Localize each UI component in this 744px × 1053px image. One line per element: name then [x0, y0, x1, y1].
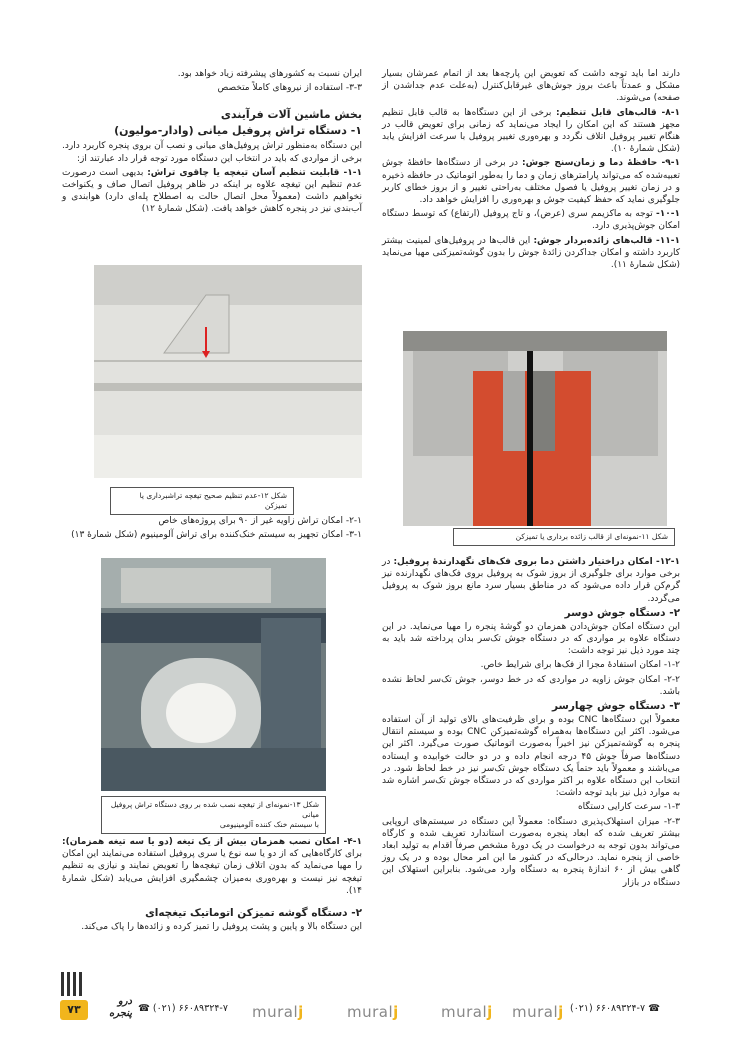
- section-heading: بخش ماشین آلات فرآیندی: [220, 108, 362, 122]
- item-text: برای کارگاه‌هایی که از دو یا سه نوع یا سری پروفیل استفاده می‌نمایند این امکان را مهیا می‌نماید که بدون اتلاف زمان تیغچه‌ها را تعویض نمایند و نیازی به تنظیم تیغچه نیز نیست و بهره‌وری به‌میزان چشمگیری افزایش می‌یابد (شکل شمارۀ ۱۴).: [62, 849, 362, 896]
- item-title: ۹-۱- حافظۀ دما و زمان‌سنج جوش:: [521, 158, 680, 169]
- section-heading: ۲- دستگاه گوشه تمیزکن اتوماتیک تیغچه‌ای: [145, 907, 362, 920]
- figure-13-caption-line1: شکل ۱۳-نمونه‌ای از تیغچه نصب شده بر روی دستگاه تراش پروفیل میانی: [110, 800, 319, 819]
- figure-11-image: [403, 331, 667, 526]
- footer-phone-left: [138, 1003, 228, 1014]
- item-text: بدیهی است درصورت عدم تنظیم این تیغچه علاوه بر اینکه در ظاهر پروفیل اتصال صاف و یکنواخت نخواهیم داشت (معمولاً محل اتصال حالت به اصطلاح پله‌ای دارد) هوابندی و آب‌بندی نیز در پنجره کاهش خواهد یافت. (شکل شمارۀ ۱۲): [62, 167, 362, 215]
- paragraph: این دستگاه بالا و پایین و پشت پروفیل را تمیز کرده و زائده‌ها را پاک می‌کند.: [81, 922, 362, 933]
- phone-text: (۰۲۱) ۶۶۰۸۹۳۲۴-۷: [570, 1003, 646, 1014]
- paragraph: [382, 208, 680, 232]
- qr-code-icon: [61, 972, 85, 996]
- figure-12-image: [94, 265, 362, 478]
- paragraph: [62, 836, 362, 897]
- paragraph: ۲-۳- میزان استهلاک‌پذیری دستگاه: معمولاً این دستگاه در سیستم‌های اروپایی بیشتر تعریف شده که ابعاد پنجره به‌صورت استاندارد تعریف شده و کارگاه می‌تواند بدون توجه به درخواست در یک دورۀ مشخص صرفاً اقدام به تولید ابعاد خاصی از پنجره نماید. درحالی‌که در کشور ما این امر محال بوده و در یک روز گاهی بیش از ۶۰ اندازۀ پنجره به دستگاه وارد می‌شود. بنابراین استهلاک این دستگاه در بازار: [382, 816, 680, 888]
- item-title: ۱۰-۱-: [656, 209, 680, 220]
- section-heading: ۲- دستگاه جوش دوسر: [564, 606, 680, 619]
- figure-13-image: [101, 558, 326, 791]
- figure-11-caption: شکل ۱۱-نمونه‌ای از قالب زائده برداری یا تمیزکن: [453, 528, 675, 546]
- page-number: ۷۳: [60, 1000, 88, 1020]
- paragraph: [382, 235, 680, 272]
- paragraph: ۱-۳- سرعت کارایی دستگاه: [577, 802, 680, 813]
- paragraph: ۳-۳- استفاده از نیروهای کاملاً متخصص: [217, 83, 362, 94]
- figure-13-caption-line2: با سیستم خنک کننده آلومینیومی: [219, 820, 319, 829]
- left-column-lower: [62, 836, 362, 935]
- figure-12-caption: شکل ۱۲-عدم تنظیم صحیح تیغچه تراشبرداری یا تمیزکن: [110, 487, 294, 515]
- item-text: توجه به ماکزیمم سری (عرض)، و تاج پروفیل (ارتفاع) که توسط دستگاه امکان جوش‌پذیری دارد.: [382, 209, 680, 232]
- right-column-lower: [382, 556, 680, 891]
- left-column-middle: [62, 515, 362, 543]
- item-text: در برخی موارد برای جلوگیری از بروز شوک به پروفیل بروی فک‌های نگهدارنده نیز گرم‌کن قرار داده می‌شود که در مناطق بسیار سرد مانع بروز شوک به پروفیل می‌گردد.: [382, 557, 680, 604]
- paragraph: این دستگاه به‌منظور تراش پروفیل‌های میانی و نصب آن بروی پنجره کاربرد دارد. برخی از مواردی که باید در انتخاب این دستگاه مورد توجه قرار داد عبارتند از:: [62, 141, 362, 164]
- brand-logo: muralj: [512, 1003, 564, 1021]
- phone-icon: ☎: [648, 1003, 660, 1014]
- paragraph: [382, 107, 680, 156]
- brand-logo: muralj: [347, 1003, 399, 1021]
- paragraph: معمولاً این دستگاه‌ها CNC بوده و برای ظرفیت‌های بالای تولید از آن استفاده می‌شود. اکثر این دستگاه‌ها به‌همراه گوشه‌تمیزکن CNC بوده و سیستم انتقال پنجره به گوشه‌تمیزکن نیز اخیراً به‌صورت اتوماتیک صورت می‌گیرد. اکثر این دستگاه‌ها صرفاً جوش ۴۵ درجه انجام داده و در دو حالت خوابیده و ایستاده می‌باشند و معمولاً باید حتماً یک دستگاه جوش تک‌سر نیز در خط لحاظ شود. در انتخاب این دستگاه علاوه بر اکثر مواردی که در دستگاه جوش تک‌سر اشاره شد به موارد ذیل نیز باید توجه داشت:: [382, 715, 681, 799]
- section-heading: ۳- دستگاه جوش چهارسر: [552, 700, 680, 713]
- paragraph: [382, 157, 680, 206]
- item-text: برخی از این دستگاه‌ها به قالب قابل تنظیم مجهز هستند که این امکان را ایجاد می‌نماید که زمانی برای تعویض قالب در هنگام تغییر پروفیل اتلاف نگردد و بهره‌وری تغییر پروفیل با سرعت افزایش یابد (شکل شمارۀ ۱۰).: [382, 107, 680, 155]
- brand-logo: muralj: [252, 1003, 304, 1021]
- item-title: ۱-۱- قابلیت تنظیم آسان تیغچه یا چاقوی تراش:: [147, 167, 362, 178]
- right-column: [382, 68, 680, 273]
- paragraph: [62, 167, 362, 216]
- paragraph: ۲-۱- امکان تراش زاویه غیر از ۹۰ برای پروژه‌های خاص: [158, 516, 362, 526]
- brand-logo: muralj: [441, 1003, 493, 1021]
- item-title: ۱۲-۱- امکان دراختیار داشتن دما بروی فک‌های نگهدارندۀ پروفیل:: [393, 557, 680, 567]
- phone-text: (۰۲۱) ۶۶۰۸۹۳۲۴-۷: [152, 1003, 228, 1014]
- footer-phone-right: [570, 1003, 660, 1014]
- paragraph: دارند اما باید توجه داشت که تعویض این پارچه‌ها بعد از اتمام عمرشان بسیار مشکل و عمدتاً باعث بروز جوش‌های غیرقابل‌کنترل (به‌علت عدم جداشدن از صفحه) می‌شوند.: [382, 69, 680, 104]
- figure-13-caption: [101, 796, 326, 834]
- item-title: ۱۱-۱- قالب‌های زائده‌بردار جوش:: [533, 235, 680, 246]
- paragraph: [382, 556, 680, 605]
- phone-icon: ☎: [138, 1003, 150, 1014]
- paragraph: ایران نسبت به کشورهای پیشرفته زیاد خواهد بود.: [177, 69, 362, 79]
- item-title: ۴-۱- امکان نصب همزمان بیش از یک تیغه (دو یا سه تیغه همزمان):: [62, 837, 362, 847]
- item-title: ۸-۱- قالب‌های قابل تنظیم:: [555, 107, 680, 118]
- profile-joint-shape: [94, 265, 362, 478]
- paragraph: ۱-۲- امکان استفادۀ مجزا از فک‌ها برای شرایط خاص.: [480, 660, 680, 671]
- paragraph: ۲-۲- امکان جوش زاویه در مواردی که در خط دوسر، جوش تک‌سر لحاظ نشده باشد.: [382, 674, 680, 697]
- magazine-logo: درو پنجره‌: [108, 996, 132, 1019]
- item-text: در برخی از دستگاه‌ها حافظۀ جوش تعبیه‌شده که می‌تواند پارامترهای زمان و دما را به‌طور اتوماتیک در حافظه ذخیره و در زمان تغییر پروفیل یا فصول مختلف به‌راحتی تغییر و از بروز خطای کاربر جلوگیری نماید که حفظ کیفیت جوش و بهره‌وری را افزایش خواهد داد.: [382, 158, 680, 206]
- section-heading: ۱- دستگاه تراش پروفیل میانی (وادار-مولیون): [114, 124, 362, 138]
- item-text: این قالب‌ها در پروفیل‌های لمینیت بیشتر کاربرد داشته و امکان جداکردن زائدۀ جوش را بدون گوشه‌تمیزکنی مهیا می‌نماید (شکل شمارۀ ۱۱).: [382, 235, 680, 271]
- left-column: [62, 68, 362, 218]
- paragraph: ۳-۱- امکان تجهیز به سیستم خنک‌کننده برای تراش آلومینیوم (شکل شمارۀ ۱۳): [71, 530, 362, 541]
- paragraph: این دستگاه امکان جوش‌دادن همزمان دو گوشۀ پنجره را مهیا می‌نماید. در این دستگاه علاوه بر مواردی که در دستگاه جوش تک‌سر بدان پرداخته شد باید به چند مورد ذیل نیز توجه داشت:: [382, 621, 680, 657]
